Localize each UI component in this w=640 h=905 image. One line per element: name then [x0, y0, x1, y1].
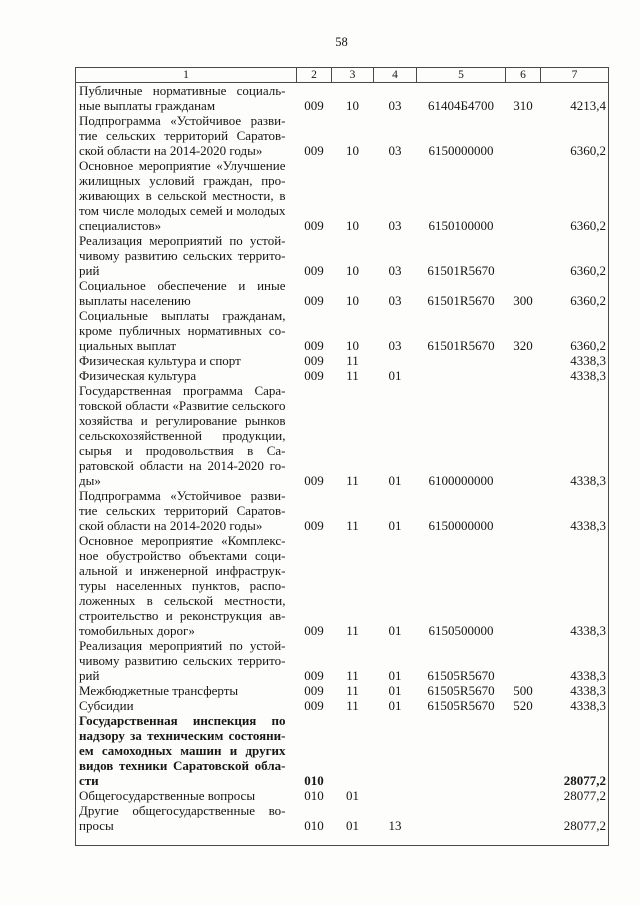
table-row	[76, 83, 609, 114]
cell-amount: 6360,2	[570, 338, 606, 353]
cell-subsection: 01	[388, 683, 402, 698]
cell-subsection: 13	[388, 818, 402, 833]
cell-grbs-code: 009	[304, 353, 324, 368]
cell-section: 11	[346, 623, 359, 638]
cell-grbs-code: 009	[304, 668, 324, 683]
table-row	[76, 533, 609, 638]
cell-target-article	[417, 803, 506, 846]
cell-amount: 6360,2	[570, 143, 606, 158]
cell-target-article	[417, 788, 506, 803]
cell-name: Публичные нормативные социальные выплаты гражданам	[79, 83, 286, 113]
cell-target-article	[417, 353, 506, 368]
cell-name: Реализация мероприятий по устойчивому развитию сельских территорий	[79, 638, 286, 683]
cell-subsection: 01	[388, 668, 402, 683]
cell-amount: 4338,3	[570, 473, 606, 488]
cell-section: 01	[346, 788, 359, 803]
cell-name: Общегосударственные вопросы	[79, 788, 256, 803]
table-row	[76, 803, 609, 846]
cell-expense-type: 300	[513, 293, 533, 308]
table-row	[76, 638, 609, 683]
cell-subsection: 03	[388, 293, 402, 308]
cell-target-article: 61501R5670	[427, 338, 495, 353]
cell-name: Межбюджетные трансферты	[79, 683, 239, 698]
table-row	[76, 383, 609, 488]
cell-grbs-code: 009	[304, 473, 324, 488]
cell-section: 11	[346, 518, 359, 533]
cell-name: Государственная программа Саратовской области «Развитие сельского хозяйства и регулирование рынков сельскохозяйственной продукции, сырья и продовольствия в Саратовской области на 2014-2020 годы»	[79, 383, 286, 488]
cell-subsection: 01	[388, 473, 402, 488]
column-header: 3	[332, 68, 374, 83]
table-body	[76, 83, 609, 846]
cell-expense-type	[506, 533, 541, 638]
cell-name: Подпрограмма «Устойчивое развитие сельских территорий Саратовской области на 2014-2020 годы»	[79, 113, 286, 158]
table-row	[76, 158, 609, 233]
cell-name: Социальное обеспечение и иные выплаты населению	[79, 278, 286, 308]
cell-section: 11	[346, 668, 359, 683]
cell-target-article: 6150100000	[428, 218, 494, 233]
cell-subsection: 01	[388, 623, 402, 638]
cell-name: Государственная инспекция по надзору за техническим состоянием самоходных машин и других видов техники Саратовской области	[79, 713, 286, 788]
cell-section: 10	[346, 143, 359, 158]
cell-name: Субсидии	[79, 698, 134, 713]
table-row	[76, 233, 609, 278]
cell-amount: 4338,3	[570, 683, 606, 698]
table-row	[76, 788, 609, 803]
budget-expenditure-table	[75, 67, 609, 846]
column-header: 4	[374, 68, 417, 83]
table-row	[76, 353, 609, 368]
cell-section: 11	[346, 368, 359, 383]
cell-expense-type	[506, 368, 541, 383]
cell-section: 10	[346, 338, 359, 353]
cell-grbs-code: 009	[304, 623, 324, 638]
cell-subsection: 03	[388, 263, 402, 278]
cell-subsection: 03	[388, 143, 402, 158]
table-row	[76, 113, 609, 158]
cell-grbs-code: 009	[304, 368, 324, 383]
cell-grbs-code: 009	[304, 518, 324, 533]
cell-amount: 4338,3	[570, 353, 606, 368]
page-number: 58	[335, 35, 348, 49]
cell-expense-type	[506, 383, 541, 488]
cell-expense-type: 520	[513, 698, 533, 713]
cell-grbs-code: 009	[304, 293, 324, 308]
cell-subsection: 01	[388, 698, 402, 713]
cell-amount: 28077,2	[563, 788, 606, 803]
column-header: 2	[297, 68, 332, 83]
cell-grbs-code: 010	[304, 773, 324, 788]
table-row	[76, 368, 609, 383]
cell-grbs-code: 010	[304, 788, 324, 803]
cell-target-article: 61404Б4700	[428, 98, 494, 113]
cell-expense-type	[506, 158, 541, 233]
cell-target-article: 6150000000	[428, 518, 494, 533]
column-header: 6	[506, 68, 541, 83]
column-header: 7	[541, 68, 609, 83]
cell-name: Другие общегосударственные вопросы	[79, 803, 286, 833]
cell-section: 10	[346, 293, 359, 308]
cell-section	[332, 713, 374, 788]
table-header	[76, 68, 609, 83]
cell-amount: 4213,4	[570, 98, 606, 113]
cell-expense-type	[506, 803, 541, 846]
cell-expense-type	[506, 113, 541, 158]
cell-amount: 4338,3	[570, 623, 606, 638]
cell-target-article	[417, 713, 506, 788]
cell-expense-type	[506, 638, 541, 683]
cell-subsection: 03	[388, 98, 402, 113]
cell-section: 10	[346, 263, 359, 278]
cell-amount: 4338,3	[570, 518, 606, 533]
cell-subsection	[374, 353, 417, 368]
cell-expense-type	[506, 788, 541, 803]
table-header-row	[76, 68, 609, 83]
column-header: 1	[76, 68, 297, 83]
cell-subsection: 03	[388, 218, 402, 233]
cell-grbs-code: 009	[304, 338, 324, 353]
cell-expense-type	[506, 233, 541, 278]
cell-target-article: 61501R5670	[427, 263, 495, 278]
cell-amount: 4338,3	[570, 368, 606, 383]
cell-expense-type	[506, 488, 541, 533]
cell-expense-type: 320	[513, 338, 533, 353]
cell-section: 11	[346, 698, 359, 713]
cell-expense-type	[506, 353, 541, 368]
cell-target-article: 6150000000	[428, 143, 494, 158]
cell-grbs-code: 009	[304, 218, 324, 233]
cell-section: 10	[346, 98, 359, 113]
cell-target-article: 6100000000	[428, 473, 494, 488]
cell-name: Подпрограмма «Устойчивое развитие сельских территорий Саратовской области на 2014-2020 годы»	[79, 488, 286, 533]
cell-grbs-code: 009	[304, 98, 324, 113]
cell-subsection: 01	[388, 518, 402, 533]
cell-subsection: 03	[388, 338, 402, 353]
cell-grbs-code: 009	[304, 683, 324, 698]
cell-target-article: 61505R5670	[427, 668, 495, 683]
table-row	[76, 683, 609, 698]
cell-section: 11	[346, 353, 359, 368]
cell-target-article: 61501R5670	[427, 293, 495, 308]
table-row	[76, 488, 609, 533]
cell-amount: 4338,3	[570, 698, 606, 713]
table-row	[76, 308, 609, 353]
cell-grbs-code: 009	[304, 698, 324, 713]
cell-amount: 28077,2	[563, 773, 606, 788]
cell-amount: 6360,2	[570, 293, 606, 308]
cell-expense-type: 500	[513, 683, 533, 698]
cell-name: Основное мероприятие «Комплексное обустройство объектами социальной и инженерной инфраструктуры населенных пунктов, расположенных в сельской местности, строительство и реконструкция автомобильных дорог»	[79, 533, 286, 638]
cell-amount: 28077,2	[563, 818, 606, 833]
cell-expense-type	[506, 713, 541, 788]
cell-section: 11	[346, 473, 359, 488]
cell-amount: 6360,2	[570, 263, 606, 278]
cell-target-article: 6150500000	[428, 623, 494, 638]
cell-target-article: 61505R5670	[427, 683, 495, 698]
cell-target-article	[417, 368, 506, 383]
cell-name: Социальные выплаты гражданам, кроме публичных нормативных социальных выплат	[79, 308, 286, 353]
cell-section: 01	[346, 818, 359, 833]
cell-subsection: 01	[388, 368, 402, 383]
cell-section: 10	[346, 218, 359, 233]
cell-name: Физическая культура и спорт	[79, 353, 241, 368]
cell-section: 11	[346, 683, 359, 698]
cell-expense-type: 310	[513, 98, 533, 113]
cell-subsection	[374, 713, 417, 788]
cell-target-article: 61505R5670	[427, 698, 495, 713]
cell-subsection	[374, 788, 417, 803]
cell-amount: 6360,2	[570, 218, 606, 233]
table-row	[76, 713, 609, 788]
cell-grbs-code: 009	[304, 263, 324, 278]
table-row	[76, 698, 609, 713]
table-row	[76, 278, 609, 308]
cell-grbs-code: 009	[304, 143, 324, 158]
cell-name: Физическая культура	[79, 368, 197, 383]
cell-amount: 4338,3	[570, 668, 606, 683]
cell-grbs-code: 010	[304, 818, 324, 833]
cell-name: Реализация мероприятий по устойчивому развитию сельских территорий	[79, 233, 286, 278]
cell-name: Основное мероприятие «Улучшение жилищных условий граждан, проживающих в сельской местности, в том числе молодых семей и молодых специалистов»	[79, 158, 286, 233]
column-header: 5	[417, 68, 506, 83]
